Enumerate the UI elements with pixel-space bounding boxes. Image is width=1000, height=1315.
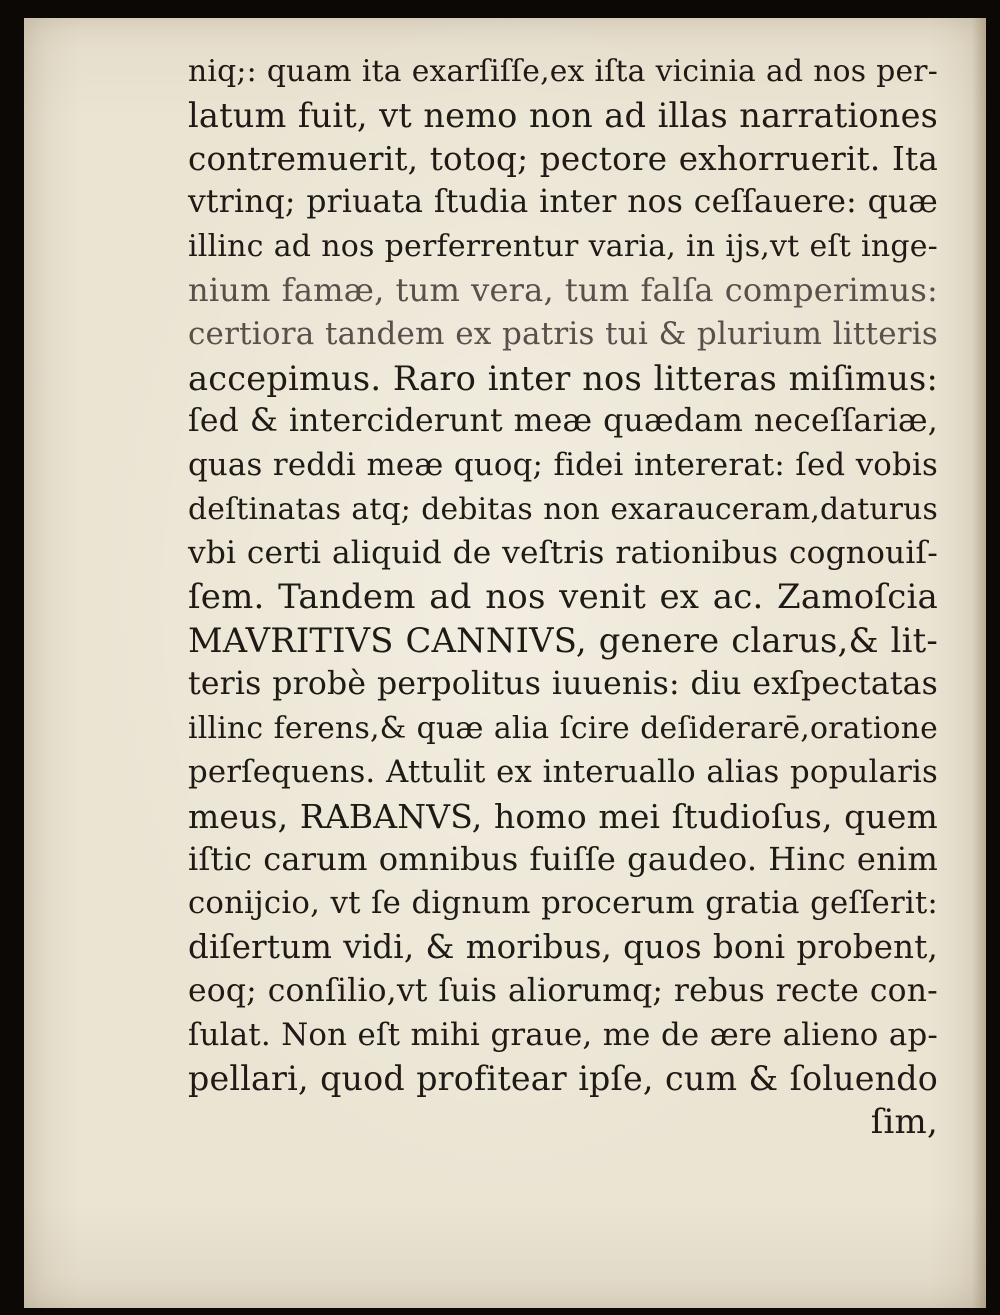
text-line-22: eoq; conſilio,vt ſuis aliorumq; rebus recte con- [188, 972, 938, 1009]
text-line-23: ſulat. Non eſt mihi graue, me de ære alieno ap- [188, 1016, 938, 1053]
text-line-4: vtrinq; priuata ſtudia inter nos ceſſauere: quæ [188, 184, 938, 221]
text-line-13: ſem. Tandem ad nos venit ex ac. Zamoſcia [188, 576, 938, 617]
text-line-24: pellari, quod profitear ipſe, cum & ſoluendo [188, 1059, 938, 1099]
text-line-6: nium famæ, tum vera, tum falſa comperimus: [188, 270, 938, 309]
text-line-21: diſertum vidi, & moribus, quos boni probent, [188, 927, 938, 966]
text-line-14: MAVRITIVS CANNIVS, genere clarus,& lit- [188, 621, 938, 661]
text-line-17: perſequens. Attulit ex interuallo alias popularis [188, 753, 938, 790]
text-line-20: conijcio, vt ſe dignum procerum gratia geſſerit: [188, 885, 938, 922]
text-line-1: niq;: quam ita exarſiſſe,ex iſta vicinia ad nos per- [188, 54, 938, 89]
text-line-10: quas reddi meæ quoq; fidei intererat: ſed vobis [188, 447, 938, 484]
catchword: ſim, [870, 1102, 938, 1143]
text-line-5: illinc ad nos perferrentur varia, in ijs,vt eſt inge- [188, 229, 938, 265]
page-edge-shadow [972, 18, 986, 1308]
text-line-9: ſed & interciderunt meæ quædam neceſſariæ, [188, 403, 938, 440]
body-text [188, 50, 938, 1145]
text-line-12: vbi certi aliquid de veſtris rationibus cognouiſ- [188, 534, 938, 571]
text-line-11: deſtinatas atq; debitas non exarauceram,daturus [188, 491, 938, 527]
text-line-19: iſtic carum omnibus fuiſſe gaudeo. Hinc enim [188, 840, 938, 879]
text-line-7: certiora tandem ex patris tui & plurium litteris [188, 315, 938, 352]
text-line-3: contremuerit, totoq; pectore exhorruerit. Ita [188, 139, 938, 178]
text-line-15: teris probè perpolitus iuuenis: diu exſpectatas [188, 666, 938, 703]
text-line-16: illinc ferens,& quæ alia ſcire deſiderarē,oratione [188, 710, 938, 746]
text-line-8: accepimus. Raro inter nos litteras miſimus: [188, 358, 938, 398]
text-line-18: meus, RABANVS, homo mei ſtudioſus, quem [188, 796, 938, 836]
text-line-2: latum fuit, vt nemo non ad illas narrationes [188, 95, 938, 135]
